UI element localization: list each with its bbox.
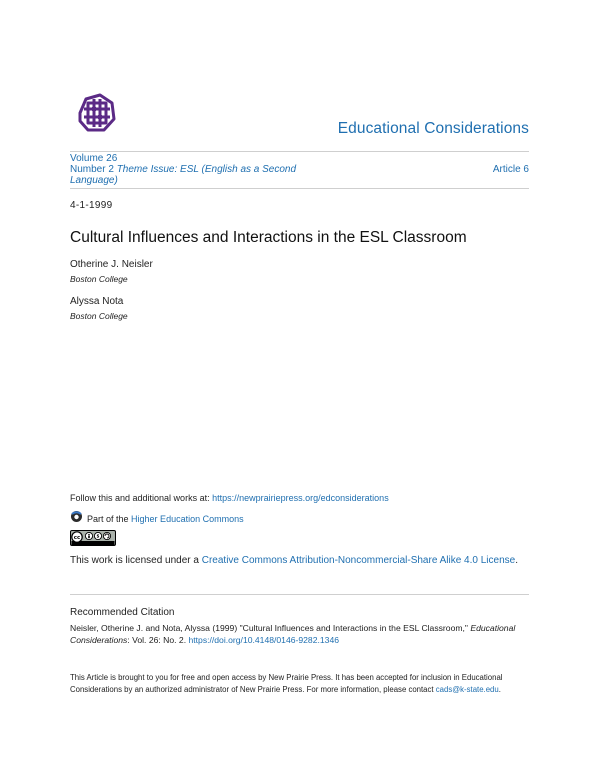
follow-text: Follow this and additional works at: xyxy=(70,493,210,503)
volume-link[interactable]: Volume 26 xyxy=(70,153,118,164)
follow-link[interactable]: https://newprairiepress.org/edconsiderations xyxy=(212,493,389,503)
recommended-citation-heading: Recommended Citation xyxy=(70,607,175,618)
footer-period: . xyxy=(498,684,501,694)
publication-date: 4-1-1999 xyxy=(70,200,113,211)
follow-line xyxy=(70,493,389,503)
open-access-icon xyxy=(70,510,83,523)
journal-title-link[interactable]: Educational Considerations xyxy=(337,120,529,137)
footer-text: This Article is brought to you for free and open access by New Prairie Press. It has been accepted for inclusion in Educational Considerations by an authorized administrator of New Prairie Press. For more information, please contact xyxy=(70,673,503,694)
contact-email-link[interactable]: cads@k-state.edu xyxy=(435,684,499,694)
header-divider xyxy=(70,151,529,152)
doi-link[interactable]: https://doi.org/10.4148/0146-9282.1346 xyxy=(188,635,339,645)
citation-journal: Educational Considerations xyxy=(70,623,516,645)
citation-text: Neisler, Otherine J. and Nota, Alyssa (1999) "Cultural Influences and Interactions in the ESL Classroom," xyxy=(70,623,468,633)
author-name-2: Alyssa Nota xyxy=(70,296,124,307)
footer-notice xyxy=(70,672,540,695)
theme-issue[interactable]: Theme Issue: ESL (English as a Second Language) xyxy=(70,164,297,186)
issue-number[interactable]: Number 2 xyxy=(70,164,114,175)
part-of-line xyxy=(87,514,244,524)
citation-divider xyxy=(70,594,529,595)
citation-details: : Vol. 26: No. 2. xyxy=(127,635,187,645)
svg-text:cc: cc xyxy=(73,535,81,542)
license-text: This work is licensed under a xyxy=(70,555,199,566)
author-affiliation-2: Boston College xyxy=(70,311,128,321)
svg-text:$: $ xyxy=(96,533,100,539)
cc-license-link[interactable]: Creative Commons Attribution-Noncommercial-Share Alike 4.0 License xyxy=(201,555,516,566)
cc-by-nc-sa-badge-icon[interactable] xyxy=(70,530,116,546)
article-title: Cultural Influences and Interactions in the ESL Classroom xyxy=(70,229,467,246)
author-name-1: Otherine J. Neisler xyxy=(70,259,153,270)
article-number-link[interactable]: Article 6 xyxy=(492,164,529,175)
license-line xyxy=(70,552,530,569)
issue-divider xyxy=(70,188,529,189)
license-period: . xyxy=(515,555,518,566)
new-prairie-press-logo-icon xyxy=(76,93,118,133)
part-of-text: Part of the xyxy=(87,514,129,524)
higher-education-commons-link[interactable]: Higher Education Commons xyxy=(131,514,244,524)
recommended-citation xyxy=(70,622,540,646)
issue-link[interactable] xyxy=(70,164,300,186)
author-affiliation-1: Boston College xyxy=(70,274,128,284)
